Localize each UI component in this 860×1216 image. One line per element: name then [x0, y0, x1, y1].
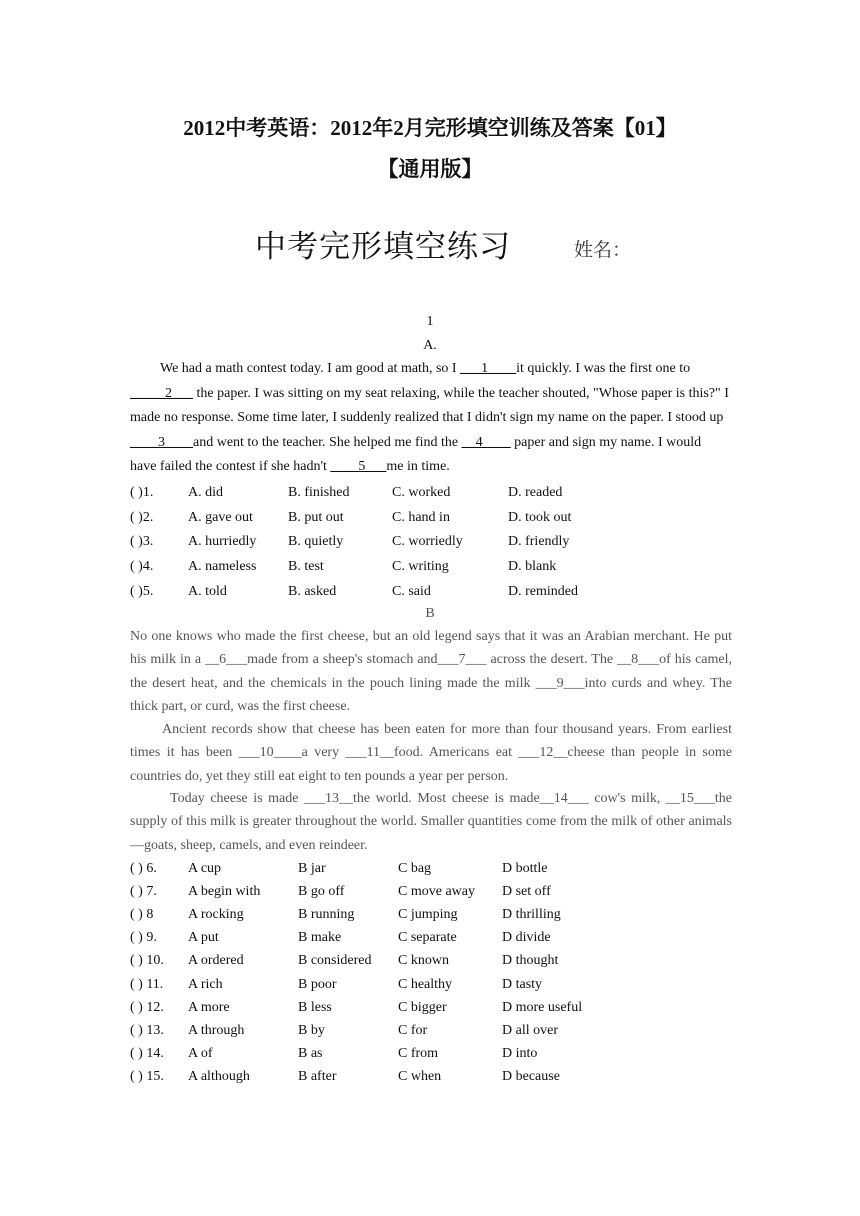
option-d: D set off: [502, 884, 551, 900]
option-a: A. hurriedly: [188, 534, 257, 550]
option-b: B. test: [288, 559, 324, 575]
question-number: ( )4.: [130, 559, 154, 575]
question-number: ( ) 14.: [130, 1045, 164, 1061]
option-c: C for: [398, 1022, 428, 1038]
question-number: ( ) 8: [130, 907, 154, 923]
option-a: A ordered: [188, 953, 244, 969]
document-title-edition: 【通用版】: [377, 157, 483, 181]
option-b: B as: [298, 1045, 323, 1061]
answer-blank: ____3____: [130, 434, 193, 450]
part-b-label: B: [425, 606, 435, 621]
passage-a: [130, 357, 730, 480]
option-c: C. worked: [392, 485, 451, 500]
option-c: C bigger: [398, 999, 447, 1015]
option-d: D. readed: [508, 485, 563, 500]
option-a: A begin with: [188, 884, 261, 900]
passage-text: the paper. I was sitting on my seat relaxing, while the teacher shouted, "Whose paper is this?" I made no response. Some time later, I suddenly realized that I didn't sign my name on the paper. I stood up: [130, 385, 729, 426]
passage-text: We had a math contest today. I am good at math, so I: [160, 361, 461, 376]
answer-blank: ____5___: [330, 459, 387, 475]
option-d: D. friendly: [508, 534, 570, 550]
name-label: 姓名：: [574, 239, 632, 261]
option-c: C known: [398, 953, 449, 969]
option-a: A. told: [188, 583, 227, 599]
option-d: D into: [502, 1045, 538, 1061]
option-d: D all over: [502, 1022, 558, 1038]
question-number: ( )3.: [130, 534, 154, 550]
option-a: A of: [188, 1045, 213, 1061]
option-b: B poor: [298, 976, 337, 992]
option-b: B. quietly: [288, 534, 344, 550]
passage-text: it quickly. I was the first one to: [516, 361, 691, 376]
option-a: A. did: [188, 485, 223, 500]
option-d: D bottle: [502, 861, 548, 876]
question-number: ( ) 13.: [130, 1022, 164, 1038]
option-b: B go off: [298, 884, 345, 900]
option-b: B make: [298, 930, 342, 946]
answer-blank: ___1____: [460, 361, 517, 376]
option-a: A although: [188, 1068, 250, 1084]
passage-text: paper and sign my name. I would have failed the contest if she hadn't: [130, 434, 702, 475]
option-b: B. put out: [288, 509, 344, 525]
answer-blank: __4____: [461, 434, 511, 450]
option-a: A. nameless: [188, 559, 257, 575]
question-number: ( ) 12.: [130, 999, 164, 1015]
option-c: C. worriedly: [392, 534, 463, 550]
passage-text: and went to the teacher. She helped me find the: [193, 434, 462, 450]
option-c: C when: [398, 1068, 442, 1084]
answer-blank: _____2___: [130, 385, 193, 401]
question-number: ( ) 9.: [130, 930, 157, 946]
option-c: C. writing: [392, 559, 449, 575]
option-a: A rich: [188, 976, 223, 992]
option-a: A rocking: [188, 907, 244, 923]
question-number: ( ) 6.: [130, 861, 157, 876]
option-c: C bag: [398, 861, 432, 876]
option-b: B by: [298, 1022, 325, 1038]
passage-b-paragraph-3: Today cheese is made ___13__the world. Most cheese is made__14___ cow's milk, __15___the supply of this milk is greater throughout the world. Smaller quantities come from the milk of other animals—goats, sheep, camels, and even reindeer.: [130, 791, 732, 853]
option-a: A. gave out: [188, 509, 253, 525]
option-a: A cup: [188, 861, 222, 876]
option-d: D. took out: [508, 509, 572, 525]
option-d: D. reminded: [508, 583, 578, 599]
option-c: C. hand in: [392, 509, 450, 525]
part-a-label: A.: [423, 338, 437, 353]
question-number: ( )2.: [130, 509, 154, 525]
document-title: 2012中考英语：2012年2月完形填空训练及答案【01】: [183, 116, 677, 140]
passage-b-paragraph-2: Ancient records show that cheese has been eaten for more than four thousand years. From earliest times it has been ___10____a very ___11__food. Americans eat ___12__cheese than people in some countries do, yet they still eat eight to ten pounds a year per person.: [130, 722, 732, 784]
option-b: B running: [298, 907, 355, 923]
passage-text: me in time.: [386, 459, 450, 475]
option-d: D divide: [502, 930, 551, 946]
option-b: B. finished: [288, 485, 350, 500]
option-b: B. asked: [288, 583, 337, 599]
option-b: B considered: [298, 953, 372, 969]
question-number: ( )1.: [130, 485, 154, 500]
option-a: A more: [188, 999, 230, 1015]
option-d: D because: [502, 1068, 560, 1084]
question-number: ( ) 7.: [130, 884, 157, 900]
question-number: ( ) 15.: [130, 1068, 164, 1084]
option-c: C. said: [392, 583, 431, 599]
option-d: D tasty: [502, 976, 543, 992]
option-c: C move away: [398, 884, 475, 900]
question-number: ( ) 11.: [130, 976, 164, 992]
option-d: D more useful: [502, 999, 583, 1015]
question-number: ( )5.: [130, 583, 154, 599]
option-a: A put: [188, 930, 219, 946]
option-b: B after: [298, 1068, 337, 1084]
option-d: D thought: [502, 953, 559, 969]
passage-b-paragraph-1: No one knows who made the first cheese, but an old legend says that it was an Arabian merchant. He put his milk in a __6___made from a sheep's stomach and___7___ across the desert. The __8___of his camel, the desert heat, and the chemicals in the pouch lining made the milk ___9___into curds and whey. The thick part, or curd, was the first cheese.: [130, 629, 732, 714]
option-d: D thrilling: [502, 907, 561, 923]
option-c: C jumping: [398, 907, 458, 923]
option-c: C healthy: [398, 976, 453, 992]
option-c: C from: [398, 1045, 439, 1061]
option-d: D. blank: [508, 559, 557, 575]
section-number: 1: [426, 314, 434, 329]
option-a: A through: [188, 1022, 245, 1038]
question-number: ( ) 10.: [130, 953, 164, 969]
option-b: B jar: [298, 861, 326, 876]
option-b: B less: [298, 999, 332, 1015]
option-c: C separate: [398, 930, 457, 946]
worksheet-title: 中考完形填空练习: [255, 229, 511, 265]
